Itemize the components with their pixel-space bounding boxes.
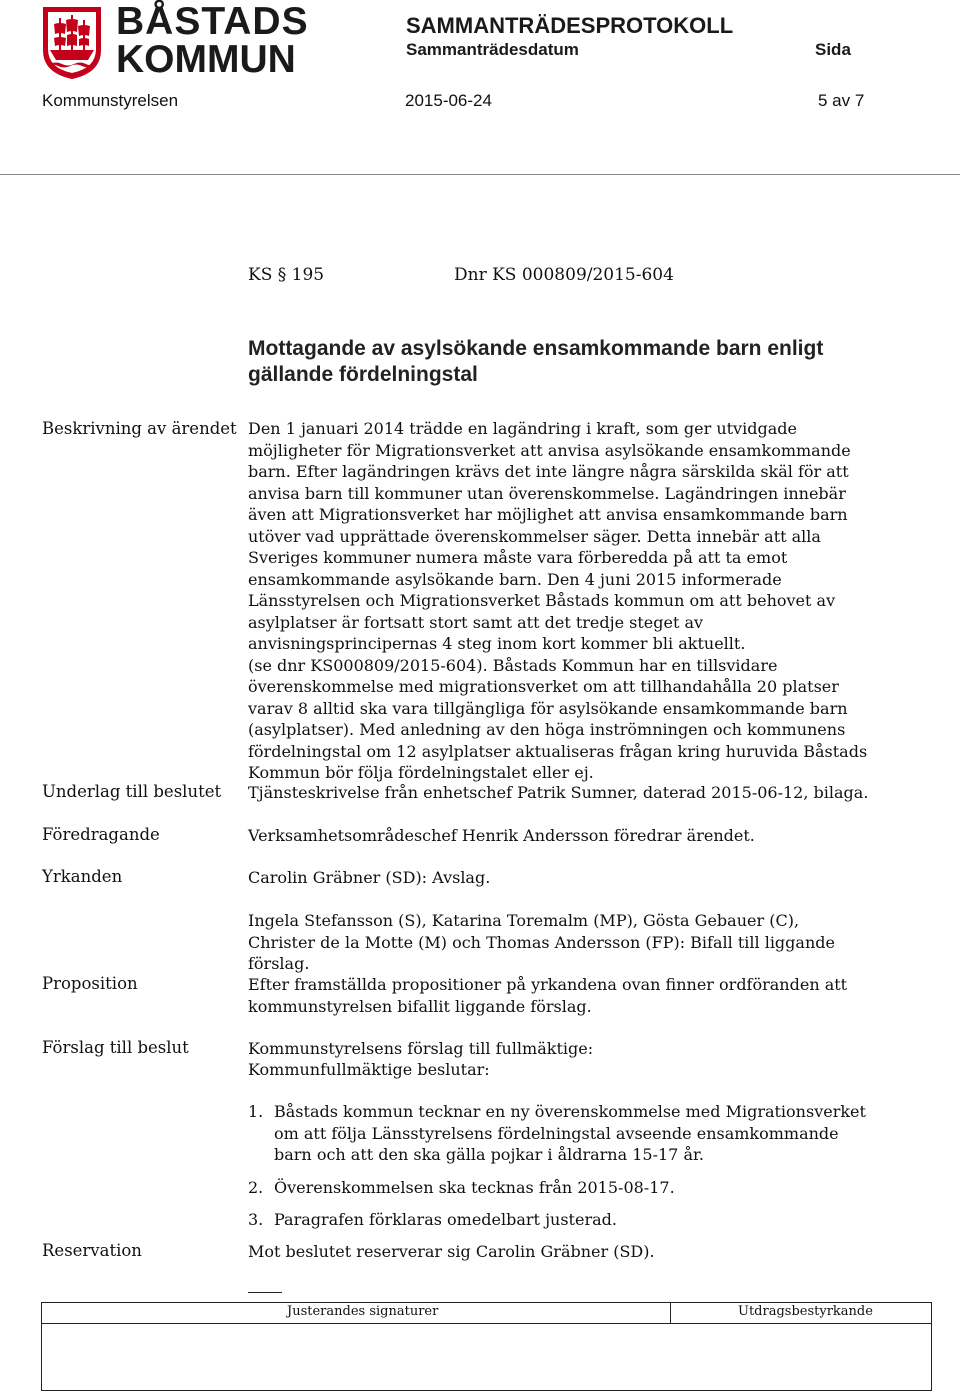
presenter-text: Verksamhetsområdeschef Henrik Andersson föredrar ärendet. xyxy=(248,826,755,845)
description-reference: (se dnr KS000809/2015-604). Båstads Kommun har en tillsvidare överenskommelse med migrationsverket om att tillhandahålla 20 platser varav 8 alltid ska vara tillgängliga för asylsökande ensamkommande barn (asylplatser). Med anledning av den höga inströmningen och kommunens fördelningstal om 12 asylplatser aktualiseras frågan kring huruvida Båstads Kommun bör följa fördelningstalet eller ej. xyxy=(248,655,868,782)
decision-item-text: Överenskommelsen ska tecknas från 2015-08-17. xyxy=(274,1178,675,1197)
reservation-label: Reservation xyxy=(42,1241,142,1260)
decision-item-number: 1. xyxy=(248,1102,264,1121)
brand-name-line1: BÅSTADS xyxy=(116,0,309,43)
decision-item-3 xyxy=(248,1209,888,1231)
decision-item-1 xyxy=(248,1101,868,1166)
document-title: SAMMANTRÄDESPROTOKOLL xyxy=(406,13,734,38)
brand-name-line2: KOMMUN xyxy=(116,38,296,81)
basis-text: Tjänsteskrivelse från enhetschef Patrik Sumner, daterad 2015-06-12, bilaga. xyxy=(248,783,869,802)
case-title: Mottagande av asylsökande ensamkommande barn enligt gällande fördelningstal xyxy=(248,337,824,386)
page-number: 5 av 7 xyxy=(818,91,865,110)
motions-label: Yrkanden xyxy=(42,867,123,886)
case-number: Dnr KS 000809/2015-604 xyxy=(454,265,674,285)
description-main: Den 1 januari 2014 trädde en lagändring i kraft, som ger utvidgade möjligheter för Migrationsverket att anvisa asylsökande ensamkommande barn. Efter lagändringen krävs det inte längre några särskilda skäl för att anvisa barn till kommuner utan överenskommelse. Lagändringen innebär även att Migrationsverket har möjlighet att anvisa ensamkommande barn utöver vad upprättade överenskommelser säger. Detta innebär att alla Sveriges kommuner numera måste vara förberedda på att ta emot ensamkommande asylsökande barn. Den 4 juni 2015 informerade Länsstyrelsen och Migrationsverket Båstads kommun om att behovet av asylplatser är fortsatt stort samt att det tredje steget av anvisningsprincipernas 4 steg inom kort kommer bli aktuellt. xyxy=(248,419,851,653)
proposition-label: Proposition xyxy=(42,974,138,993)
description-label: Beskrivning av ärendet xyxy=(42,419,237,438)
reservation-text: Mot beslutet reserverar sig Carolin Gräbner (SD). xyxy=(248,1242,655,1261)
extract-certification-label: Utdragsbestyrkande xyxy=(738,1304,873,1319)
meeting-date-label: Sammanträdesdatum xyxy=(406,40,579,59)
signature-table-divider xyxy=(670,1302,671,1324)
presenter-label: Föredragande xyxy=(42,825,160,844)
coat-of-arms-logo xyxy=(42,6,102,80)
separator-line xyxy=(248,1292,282,1293)
decision-item-2 xyxy=(248,1177,888,1199)
description-text xyxy=(248,418,870,784)
header-divider xyxy=(0,174,960,175)
decision-item-text: Båstads kommun tecknar en ny överenskommelse med Migrationsverket om att följa Länsstyrelsens fördelningstal avseende ensamkommande barn och att den ska gälla pojkar i åldrarna 15-17 år. xyxy=(274,1102,866,1164)
signatures-label: Justerandes signaturer xyxy=(287,1304,439,1319)
organ-name: Kommunstyrelsen xyxy=(42,91,179,110)
paragraph-number: KS § 195 xyxy=(248,265,325,285)
proposal-intro-2: Kommunfullmäktige beslutar: xyxy=(248,1060,490,1079)
decision-item-text: Paragrafen förklaras omedelbart justerad. xyxy=(274,1210,617,1229)
proposal-intro-1: Kommunstyrelsens förslag till fullmäktige: xyxy=(248,1039,594,1058)
proposal-label: Förslag till beslut xyxy=(42,1038,189,1057)
page-label: Sida xyxy=(815,40,851,59)
decision-item-number: 3. xyxy=(248,1210,264,1229)
signature-table-rule xyxy=(41,1323,932,1324)
decision-item-number: 2. xyxy=(248,1178,264,1197)
proposition-text: Efter framställda propositioner på yrkandena ovan finner ordföranden att kommunstyrelsen bifallit liggande förslag. xyxy=(248,975,848,1016)
motion-2: Ingela Stefansson (S), Katarina Toremalm (MP), Gösta Gebauer (C), Christer de la Motte (M) och Thomas Andersson (FP): Bifall till liggande förslag. xyxy=(248,911,835,973)
meeting-date: 2015-06-24 xyxy=(405,91,492,110)
motion-1: Carolin Gräbner (SD): Avslag. xyxy=(248,868,491,887)
basis-label: Underlag till beslutet xyxy=(42,782,222,801)
